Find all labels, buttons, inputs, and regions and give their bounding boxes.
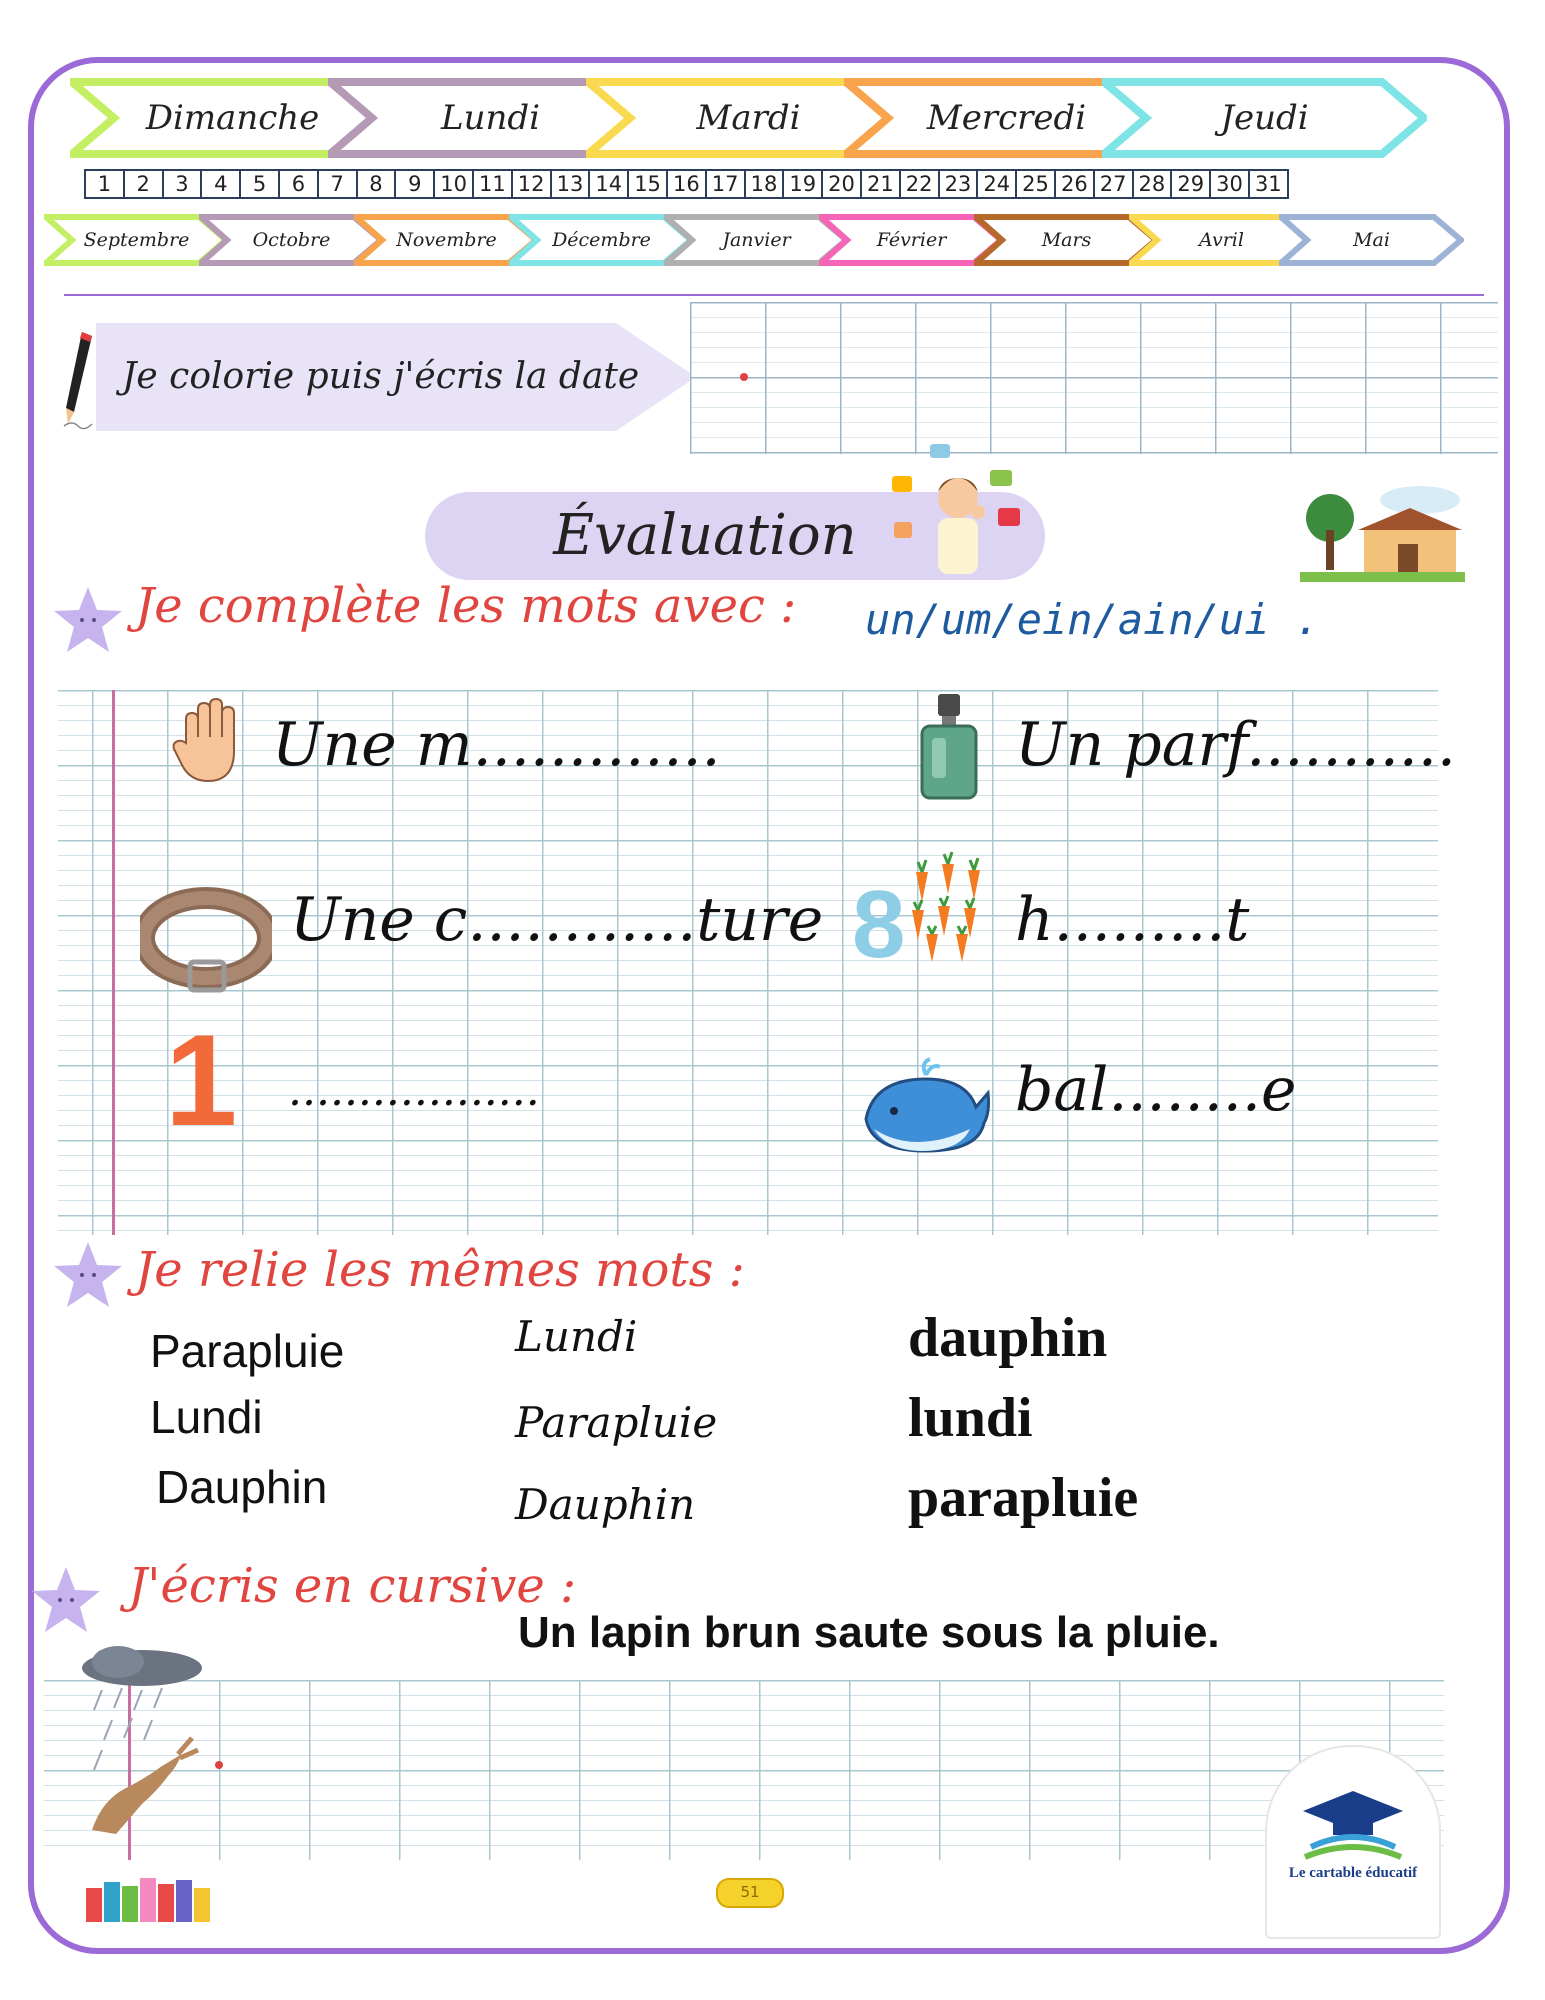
day-number: 26 (1054, 169, 1095, 199)
month-label: Janvier (722, 229, 791, 251)
perfume-bottle-icon (918, 692, 980, 802)
day-label: Mercredi (926, 98, 1087, 138)
margin-line (112, 690, 115, 1235)
day-number: 9 (394, 169, 435, 199)
month-label: Décembre (552, 229, 651, 251)
day-number: 2 (123, 169, 164, 199)
day-numbers (86, 169, 1289, 199)
farm-house-icon (1300, 478, 1465, 586)
date-instruction: Je colorie puis j'écris la date (122, 356, 640, 397)
date-writing-grid[interactable] (690, 302, 1498, 454)
page-number: 51 (716, 1878, 784, 1908)
day-number: 6 (278, 169, 319, 199)
day-number: 19 (782, 169, 823, 199)
day-number: 15 (627, 169, 668, 199)
day-number: 25 (1015, 169, 1056, 199)
start-dot (215, 1761, 223, 1769)
day-number: 12 (511, 169, 552, 199)
day-number: 13 (550, 169, 591, 199)
cursive-writing-grid[interactable] (44, 1680, 1444, 1860)
day-number: 22 (899, 169, 940, 199)
star-icon (52, 585, 124, 655)
thinking-child-icon (880, 440, 1030, 580)
day-number: 7 (317, 169, 358, 199)
logo-text: Le cartable éducatif (1288, 1865, 1418, 1881)
month-label: Avril (1199, 229, 1244, 251)
match-word-print[interactable]: Parapluie (150, 1325, 345, 1377)
word-huit[interactable]: h.........t (1015, 885, 1250, 955)
days-banner (70, 78, 1430, 158)
letter-groups: un/um/ein/ain/ui . (865, 595, 1321, 644)
crayons-icon (86, 1874, 236, 1924)
publisher-logo (1265, 1745, 1441, 1939)
match-word-cursive[interactable]: Dauphin (515, 1480, 696, 1529)
rabbit-in-rain-icon (72, 1640, 212, 1850)
day-number: 30 (1209, 169, 1250, 199)
pencil-icon (60, 330, 100, 430)
day-number: 24 (976, 169, 1017, 199)
months-banner (44, 214, 1464, 266)
start-dot (740, 373, 748, 381)
word-baleine[interactable]: bal........e (1015, 1055, 1297, 1125)
day-number: 23 (938, 169, 979, 199)
exercise3-title: J'écris en cursive : (128, 1558, 577, 1614)
word-main[interactable]: Une m............. (272, 710, 721, 780)
day-label: Jeudi (1220, 98, 1309, 138)
month-label: Mars (1041, 229, 1092, 251)
day-number: 20 (821, 169, 862, 199)
day-number: 10 (433, 169, 474, 199)
star-icon (30, 1565, 102, 1635)
day-number: 3 (162, 169, 203, 199)
month-label: Février (876, 229, 947, 251)
carrots-icon (902, 850, 992, 965)
month-label: Septembre (83, 229, 190, 251)
match-word-print[interactable]: Lundi (150, 1391, 263, 1443)
day-number: 4 (200, 169, 241, 199)
graduation-cap-icon (1297, 1787, 1409, 1863)
day-number: 28 (1132, 169, 1173, 199)
exercise1-title: Je complète les mots avec : (135, 578, 797, 634)
day-number: 18 (744, 169, 785, 199)
word-ceinture[interactable]: Une c............ture (290, 885, 824, 955)
day-number: 16 (666, 169, 707, 199)
number-one: 1 (165, 1007, 238, 1153)
day-number: 8 (356, 169, 397, 199)
belt-icon (140, 886, 272, 996)
match-word-cursive[interactable]: Parapluie (515, 1398, 718, 1447)
month-label: Mai (1353, 229, 1390, 251)
sentence-to-copy: Un lapin brun saute sous la pluie. (518, 1608, 1220, 1657)
day-number: 29 (1170, 169, 1211, 199)
day-number: 21 (860, 169, 901, 199)
day-number: 27 (1093, 169, 1134, 199)
day-label: Mardi (696, 98, 801, 138)
star-icon (52, 1240, 124, 1310)
match-word-cursive[interactable]: Lundi (515, 1312, 638, 1361)
month-label: Novembre (396, 229, 497, 251)
day-number: 1 (84, 169, 125, 199)
day-number: 5 (239, 169, 280, 199)
hand-icon (172, 697, 250, 789)
word-un[interactable]: .................. (288, 1065, 540, 1116)
date-instruction-banner (96, 323, 696, 431)
evaluation-title: Évaluation (553, 503, 857, 568)
day-number: 14 (588, 169, 629, 199)
match-word-script[interactable]: dauphin (908, 1307, 1108, 1369)
day-number: 17 (705, 169, 746, 199)
day-arrow (1102, 78, 1427, 158)
separator-line (64, 294, 1484, 296)
match-word-script[interactable]: parapluie (908, 1467, 1139, 1529)
match-word-script[interactable]: lundi (908, 1387, 1033, 1449)
whale-icon (860, 1055, 990, 1165)
word-parfum[interactable]: Un parf........... (1015, 710, 1457, 780)
day-number: 11 (472, 169, 513, 199)
day-number: 31 (1248, 169, 1289, 199)
day-label: Dimanche (145, 98, 320, 138)
month-arrow (1279, 214, 1464, 266)
month-label: Octobre (252, 229, 331, 251)
exercise2-title: Je relie les mêmes mots : (135, 1242, 745, 1298)
day-label: Lundi (440, 98, 540, 138)
match-word-print[interactable]: Dauphin (156, 1461, 328, 1513)
number-eight: 8 (852, 871, 906, 978)
